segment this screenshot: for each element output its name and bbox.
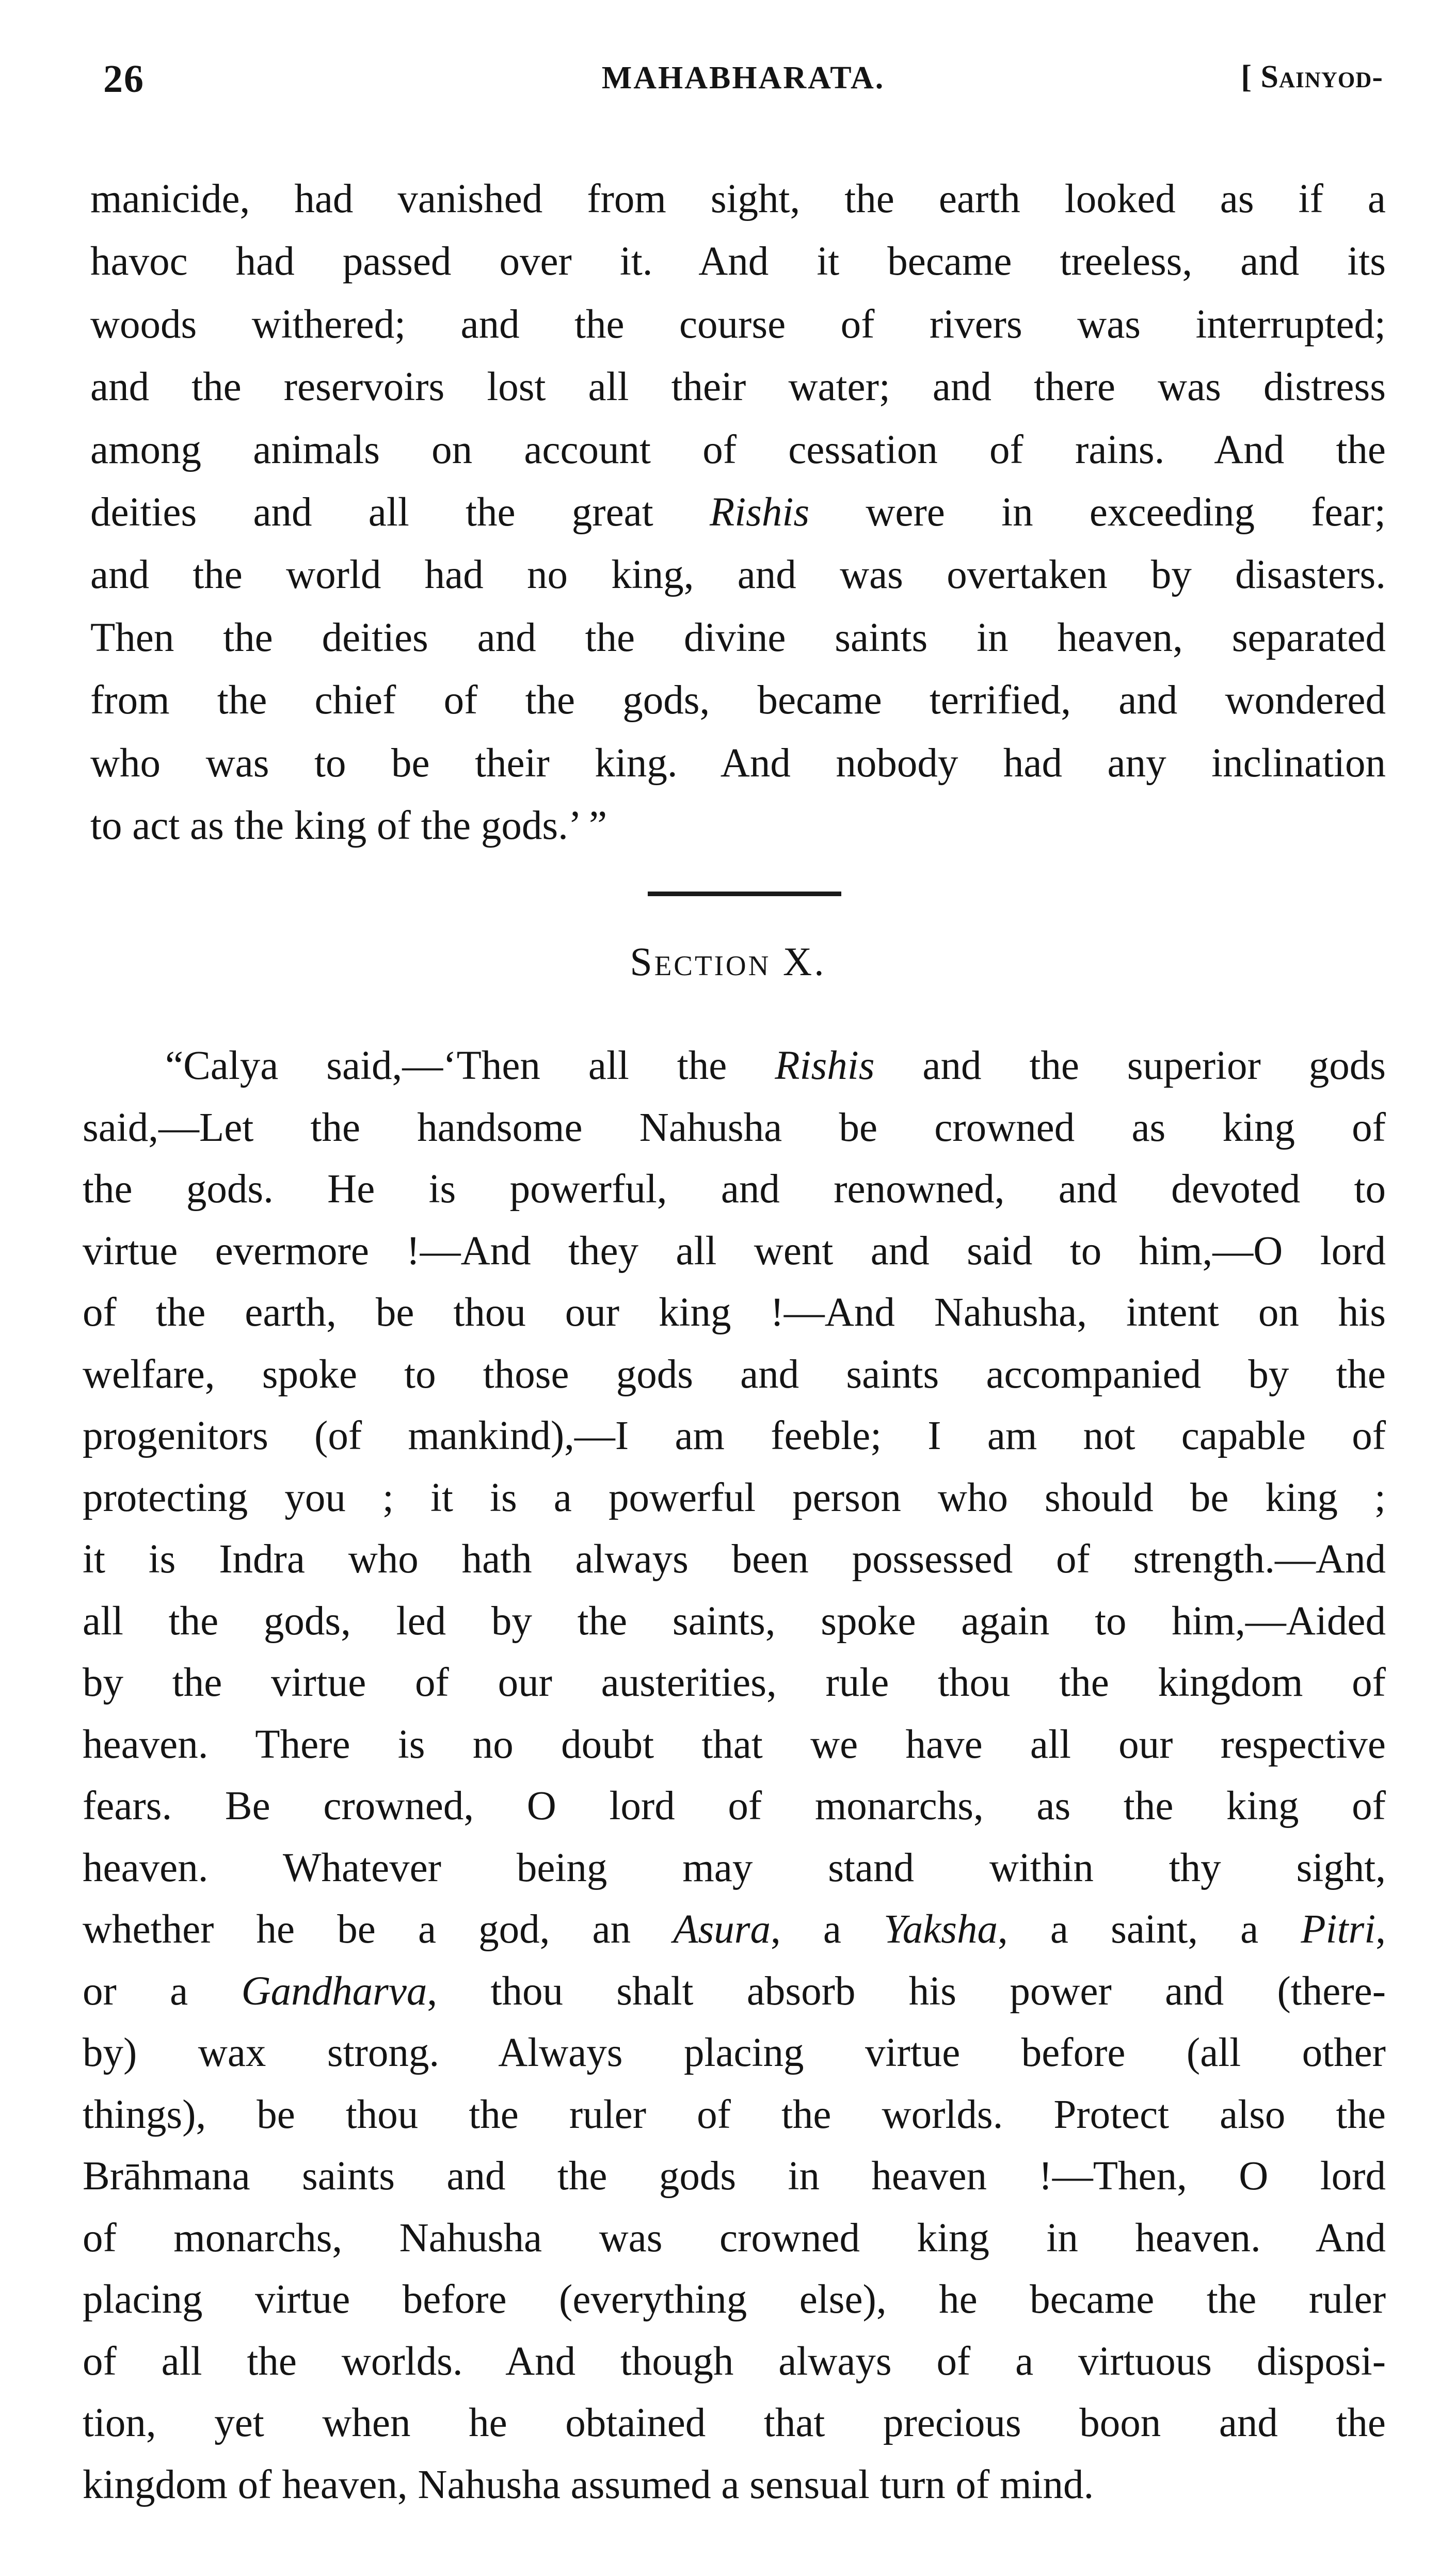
text-line: it is Indra who hath always been possessed of strength.—And <box>83 1537 1386 1582</box>
paragraph-continued <box>90 168 1386 857</box>
text-line: among animals on account of cessation of rains. And the <box>90 427 1386 472</box>
section-divider-rule <box>648 892 841 896</box>
text-line: or a Gandharva, thou shalt absorb his power and (there- <box>83 1968 1386 2014</box>
text-line: “Calya said,—‘Then all the Rishis and the superior gods <box>165 1043 1386 1088</box>
text-line: woods withered; and the course of rivers was interrupted; <box>90 301 1386 347</box>
text-line: manicide, had vanished from sight, the earth looked as if a <box>90 177 1386 221</box>
text-line: Then the deities and the divine saints in heaven, separated <box>90 615 1386 660</box>
text-line: protecting you ; it is a powerful person who should be king ; <box>83 1475 1386 1520</box>
page-header <box>103 57 1383 114</box>
section-heading-word: Section <box>630 939 771 984</box>
text-line: kingdom of heaven, Nahusha assumed a sensual turn of mind. <box>83 2462 1094 2507</box>
text-line: tion, yet when he obtained that precious boon and the <box>83 2400 1386 2445</box>
text-line: to act as the king of the gods.’ ” <box>90 803 607 848</box>
text-line: and the world had no king, and was overtaken by disasters. <box>90 552 1386 598</box>
section-heading-number: X. <box>782 939 826 984</box>
text-line: placing virtue before (everything else), he became the ruler <box>83 2277 1386 2322</box>
text-line: all the gods, led by the saints, spoke again to him,—Aided <box>83 1598 1386 1644</box>
text-line: progenitors (of mankind),—I am feeble; I am not capable of <box>83 1413 1386 1458</box>
text-line: Brāhmana saints and the gods in heaven !—Then, O lord <box>83 2154 1386 2199</box>
text-line: of the earth, be thou our king !—And Nahusha, intent on his <box>83 1290 1386 1335</box>
running-section: [ Sainyod- <box>1241 59 1383 94</box>
page-number: 26 <box>103 57 145 101</box>
section-heading <box>0 938 1456 985</box>
text-line: welfare, spoke to those gods and saints accompanied by the <box>83 1351 1386 1397</box>
text-line: whether he be a god, an Asura, a Yaksha, a saint, a Pitri, <box>83 1907 1386 1952</box>
text-line: by the virtue of our austerities, rule thou the kingdom of <box>83 1660 1386 1705</box>
text-line: heaven. Whatever being may stand within thy sight, <box>83 1845 1386 1890</box>
text-line: fears. Be crowned, O lord of monarchs, as the king of <box>83 1784 1386 1828</box>
running-title: MAHABHARATA. <box>601 60 885 96</box>
text-line: virtue evermore !—And they all went and said to him,—O lord <box>83 1228 1386 1274</box>
text-line: by) wax strong. Always placing virtue before (all other <box>83 2030 1386 2075</box>
text-line: things), be thou the ruler of the worlds. Protect also the <box>83 2092 1386 2137</box>
text-line: said,—Let the handsome Nahusha be crowned as king of <box>83 1105 1386 1150</box>
paragraph-section-x <box>83 1035 1386 2516</box>
text-line: heaven. There is no doubt that we have all our respective <box>83 1722 1386 1767</box>
text-line: the gods. He is powerful, and renowned, and devoted to <box>83 1167 1386 1212</box>
text-line: deities and all the great Rishis were in exceeding fear; <box>90 489 1386 535</box>
text-line: from the chief of the gods, became terrified, and wondered <box>90 678 1386 723</box>
text-line: who was to be their king. And nobody had any inclination <box>90 740 1386 786</box>
text-line: of all the worlds. And though always of a virtuous disposi- <box>83 2339 1386 2384</box>
text-line: of monarchs, Nahusha was crowned king in heaven. And <box>83 2215 1386 2261</box>
text-line: havoc had passed over it. And it became treeless, and its <box>90 239 1386 284</box>
text-line: and the reservoirs lost all their water; and there was distress <box>90 364 1386 410</box>
